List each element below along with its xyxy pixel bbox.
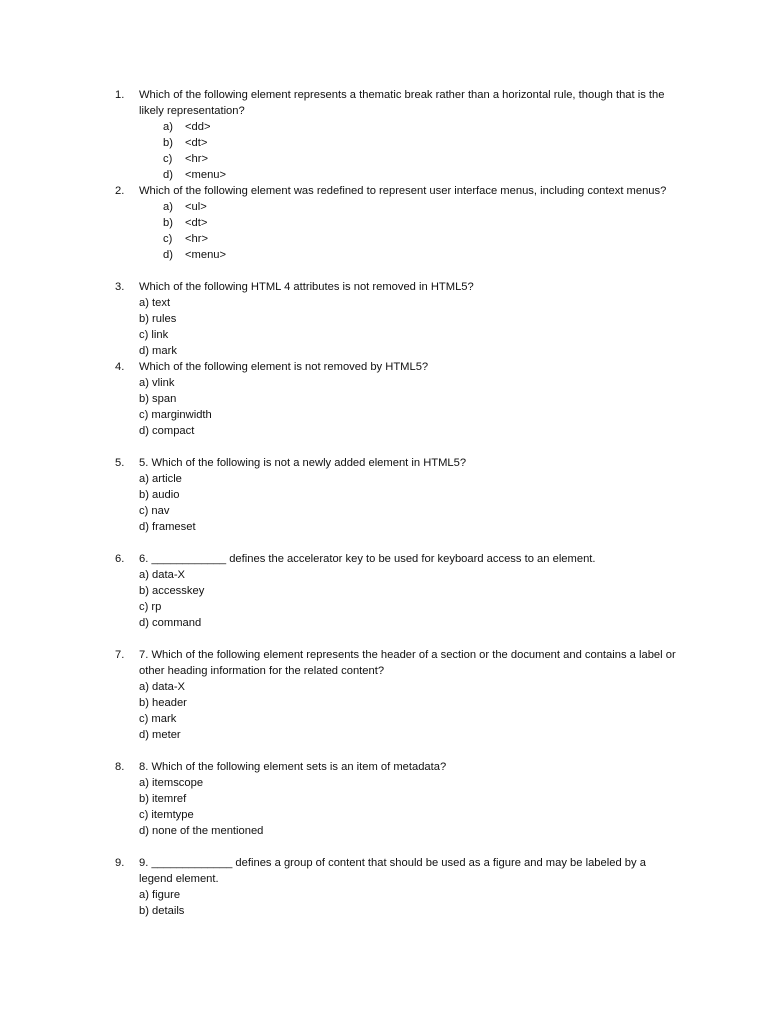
option-value: <ul> xyxy=(185,201,207,213)
option-c: c) rp xyxy=(139,601,162,613)
question-number: 1. xyxy=(115,89,125,101)
question-text: 8. Which of the following element sets is an item of metadata? xyxy=(139,761,447,773)
option-a: a) text xyxy=(139,297,171,309)
question-6 xyxy=(0,551,768,631)
option-b: b) rules xyxy=(139,313,177,325)
option-list xyxy=(139,119,676,183)
option-d: d) command xyxy=(139,617,202,629)
option-c xyxy=(139,151,676,167)
question-7 xyxy=(0,647,768,743)
option-label: d) xyxy=(163,169,173,181)
question-number: 6. xyxy=(115,553,125,565)
question-text: Which of the following element is not removed by HTML5? xyxy=(139,361,429,373)
option-label: a) xyxy=(163,121,173,133)
option-value: <hr> xyxy=(185,233,209,245)
spacer xyxy=(0,743,768,759)
option-c: c) marginwidth xyxy=(139,409,212,421)
option-label: d) xyxy=(163,249,173,261)
option-b xyxy=(139,135,676,151)
question-text: 9. _____________ defines a group of content that should be used as a figure and may be labeled by a legend element. xyxy=(139,857,646,885)
option-b: b) audio xyxy=(139,489,180,501)
option-a: a) vlink xyxy=(139,377,175,389)
question-5 xyxy=(0,455,768,535)
option-d: d) meter xyxy=(139,729,181,741)
option-c: c) mark xyxy=(139,713,177,725)
option-list xyxy=(139,775,676,839)
option-label: a) xyxy=(163,201,173,213)
option-a: a) data-X xyxy=(139,569,186,581)
question-1 xyxy=(0,87,768,183)
option-a: a) article xyxy=(139,473,182,485)
question-text: Which of the following element represents a thematic break rather than a horizontal rule, though that is the likely representation? xyxy=(139,89,665,117)
question-2 xyxy=(0,183,768,263)
option-a xyxy=(139,119,676,135)
question-8 xyxy=(0,759,768,839)
option-a xyxy=(139,199,676,215)
question-number: 8. xyxy=(115,761,125,773)
option-label: c) xyxy=(163,153,173,165)
option-b: b) header xyxy=(139,697,187,709)
question-number: 2. xyxy=(115,185,125,197)
quiz-document xyxy=(0,87,768,919)
option-a: a) itemscope xyxy=(139,777,204,789)
spacer xyxy=(0,631,768,647)
option-c: c) link xyxy=(139,329,169,341)
option-list xyxy=(139,679,676,743)
option-b: b) accesskey xyxy=(139,585,205,597)
spacer xyxy=(0,439,768,455)
option-d: d) none of the mentioned xyxy=(139,825,264,837)
question-text: 7. Which of the following element represents the header of a section or the document and contains a label or other heading information for the related content? xyxy=(139,649,676,677)
question-number: 4. xyxy=(115,361,125,373)
question-text: 6. ____________ defines the accelerator key to be used for keyboard access to an element. xyxy=(139,553,596,565)
option-c: c) itemtype xyxy=(139,809,194,821)
spacer xyxy=(0,839,768,855)
option-value: <dt> xyxy=(185,137,208,149)
option-d xyxy=(139,167,676,183)
option-b: b) itemref xyxy=(139,793,187,805)
question-number: 5. xyxy=(115,457,125,469)
option-b xyxy=(139,215,676,231)
option-list xyxy=(139,199,676,263)
question-number: 9. xyxy=(115,857,125,869)
option-label: c) xyxy=(163,233,173,245)
option-value: <menu> xyxy=(185,249,227,261)
question-3 xyxy=(0,279,768,359)
option-d: d) mark xyxy=(139,345,177,357)
spacer xyxy=(0,263,768,279)
option-c: c) nav xyxy=(139,505,170,517)
question-4 xyxy=(0,359,768,439)
option-a: a) figure xyxy=(139,889,181,901)
option-b: b) details xyxy=(139,905,185,917)
option-value: <dd> xyxy=(185,121,211,133)
option-list xyxy=(139,567,676,631)
question-text: Which of the following element was redefined to represent user interface menus, including context menus? xyxy=(139,185,667,197)
spacer xyxy=(0,535,768,551)
option-value: <dt> xyxy=(185,217,208,229)
question-number: 7. xyxy=(115,649,125,661)
option-list xyxy=(139,295,676,359)
option-list xyxy=(139,375,676,439)
option-list xyxy=(139,887,676,919)
question-text: 5. Which of the following is not a newly added element in HTML5? xyxy=(139,457,467,469)
option-b: b) span xyxy=(139,393,177,405)
question-9 xyxy=(0,855,768,919)
option-a: a) data-X xyxy=(139,681,186,693)
option-label: b) xyxy=(163,137,173,149)
question-text: Which of the following HTML 4 attributes is not removed in HTML5? xyxy=(139,281,474,293)
option-value: <hr> xyxy=(185,153,209,165)
option-value: <menu> xyxy=(185,169,227,181)
option-d: d) frameset xyxy=(139,521,196,533)
option-label: b) xyxy=(163,217,173,229)
option-c xyxy=(139,231,676,247)
option-d xyxy=(139,247,676,263)
option-list xyxy=(139,471,676,535)
option-d: d) compact xyxy=(139,425,195,437)
question-number: 3. xyxy=(115,281,125,293)
